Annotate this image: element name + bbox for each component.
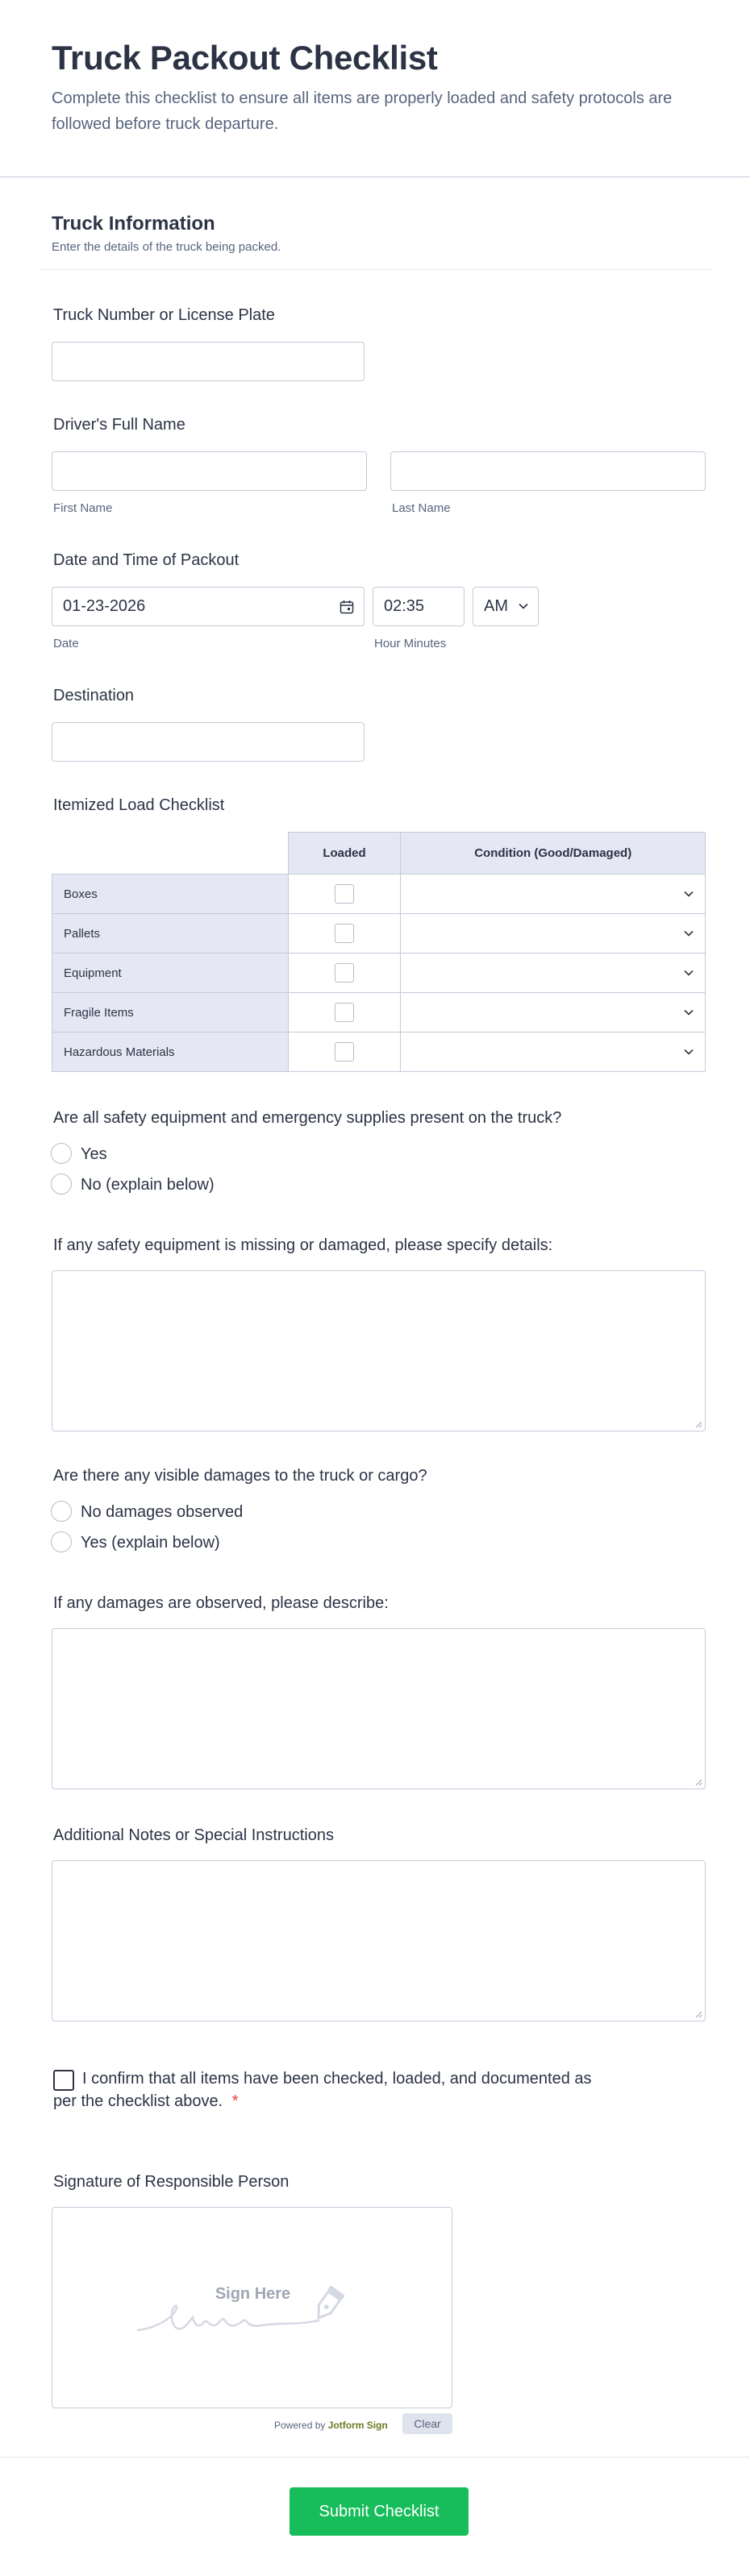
- date-sublabel: Date: [53, 637, 79, 650]
- chevron-down-icon: [684, 891, 694, 897]
- condition-select-fragile[interactable]: [401, 993, 706, 1032]
- required-asterisk: *: [231, 2092, 239, 2110]
- matrix-row-label: Fragile Items: [52, 993, 289, 1032]
- resize-handle-icon[interactable]: [694, 2010, 702, 2018]
- confirm-checkbox[interactable]: [53, 2070, 74, 2091]
- jotform-sign-brand[interactable]: Jotform Sign: [327, 2420, 388, 2431]
- damages-question: Are there any visible damages to the truck or cargo?: [53, 1467, 427, 1485]
- destination-input[interactable]: [52, 722, 365, 762]
- condition-select-hazardous[interactable]: [401, 1032, 706, 1072]
- yes-damages-radio[interactable]: [51, 1531, 72, 1552]
- time-input[interactable]: [373, 587, 465, 626]
- page-title: Truck Packout Checklist: [52, 39, 438, 77]
- date-value: 01-23-2026: [63, 597, 146, 615]
- last-name-input[interactable]: [390, 451, 706, 491]
- matrix-row-label: Hazardous Materials: [52, 1032, 289, 1072]
- safety-equipment-question: Are all safety equipment and emergency supplies present on the truck?: [53, 1109, 562, 1127]
- chevron-down-icon: [684, 970, 694, 976]
- confirm-line1[interactable]: I confirm that all items have been checked, loaded, and documented as: [82, 2070, 592, 2088]
- calendar-icon[interactable]: [340, 600, 354, 614]
- chevron-down-icon: [684, 1049, 694, 1055]
- chevron-down-icon: [684, 1009, 694, 1016]
- notes-label: Additional Notes or Special Instructions: [53, 1826, 334, 1844]
- signature-placeholder: Sign Here: [215, 2285, 291, 2303]
- loaded-checkbox-hazardous[interactable]: [335, 1042, 354, 1062]
- powered-by-label: Powered by: [274, 2420, 326, 2431]
- truck-number-label: Truck Number or License Plate: [53, 306, 275, 324]
- signature-label: Signature of Responsible Person: [53, 2173, 290, 2191]
- destination-label: Destination: [53, 687, 135, 704]
- powered-by-text: [274, 2420, 388, 2431]
- matrix-header-loaded: Loaded: [288, 833, 401, 875]
- driver-name-label: Driver's Full Name: [53, 416, 185, 434]
- load-checklist-matrix: [52, 832, 706, 1072]
- damage-description-textarea[interactable]: [52, 1628, 706, 1789]
- packout-datetime-label: Date and Time of Packout: [53, 551, 240, 569]
- submit-button[interactable]: Submit Checklist: [290, 2487, 469, 2536]
- no-damages-radio[interactable]: [51, 1501, 72, 1522]
- safety-details-textarea[interactable]: [52, 1270, 706, 1431]
- page-subtitle: Complete this checklist to ensure all items are properly loaded and safety protocols are followed before truck departure.: [52, 89, 673, 133]
- destination-value: [52, 733, 63, 750]
- loaded-checkbox-equipment[interactable]: [335, 963, 354, 983]
- no-damages-label[interactable]: No damages observed: [81, 1503, 244, 1521]
- matrix-row-label: Equipment: [52, 954, 289, 993]
- condition-select-pallets[interactable]: [401, 914, 706, 954]
- matrix-row-label: Pallets: [52, 914, 289, 954]
- signature-pad[interactable]: [52, 2207, 452, 2408]
- time-value: 02:35: [384, 597, 425, 615]
- loaded-checkbox-pallets[interactable]: [335, 924, 354, 943]
- resize-handle-icon[interactable]: [694, 1778, 702, 1786]
- section-title: Truck Information: [52, 213, 215, 235]
- damage-description-label: If any damages are observed, please describe:: [53, 1594, 389, 1612]
- ampm-select[interactable]: [473, 587, 539, 626]
- yes-damages-label[interactable]: Yes (explain below): [81, 1534, 220, 1552]
- footer-divider: [0, 2457, 750, 2458]
- matrix-header-condition: Condition (Good/Damaged): [401, 833, 706, 875]
- ampm-value: AM: [484, 597, 508, 615]
- truck-number-value: [52, 352, 63, 370]
- section-divider: [39, 269, 711, 270]
- condition-select-boxes[interactable]: [401, 875, 706, 914]
- loaded-checkbox-boxes[interactable]: [335, 884, 354, 904]
- matrix-row-label: Boxes: [52, 875, 289, 914]
- safety-no-radio[interactable]: [51, 1174, 72, 1195]
- first-name-input[interactable]: [52, 451, 367, 491]
- time-sublabel: Hour Minutes: [374, 637, 447, 650]
- last-name-sublabel: Last Name: [392, 501, 451, 515]
- confirm-line2[interactable]: per the checklist above.: [53, 2092, 223, 2110]
- resize-handle-icon[interactable]: [694, 1420, 702, 1428]
- safety-yes-radio[interactable]: [51, 1143, 72, 1164]
- clear-signature-button[interactable]: Clear: [402, 2413, 452, 2434]
- truck-number-input[interactable]: [52, 342, 365, 381]
- load-checklist-label: Itemized Load Checklist: [53, 796, 225, 814]
- condition-select-equipment[interactable]: [401, 954, 706, 993]
- chevron-down-icon: [684, 930, 694, 937]
- matrix-corner: [52, 833, 289, 875]
- date-input[interactable]: [52, 587, 365, 626]
- chevron-down-icon: [519, 603, 528, 609]
- loaded-checkbox-fragile[interactable]: [335, 1003, 354, 1022]
- first-name-sublabel: First Name: [53, 501, 113, 515]
- safety-no-label[interactable]: No (explain below): [81, 1176, 215, 1194]
- safety-details-label: If any safety equipment is missing or damaged, please specify details:: [53, 1236, 553, 1254]
- notes-textarea[interactable]: [52, 1860, 706, 2021]
- section-subtitle: Enter the details of the truck being packed.: [52, 240, 281, 254]
- safety-yes-label[interactable]: Yes: [81, 1145, 107, 1163]
